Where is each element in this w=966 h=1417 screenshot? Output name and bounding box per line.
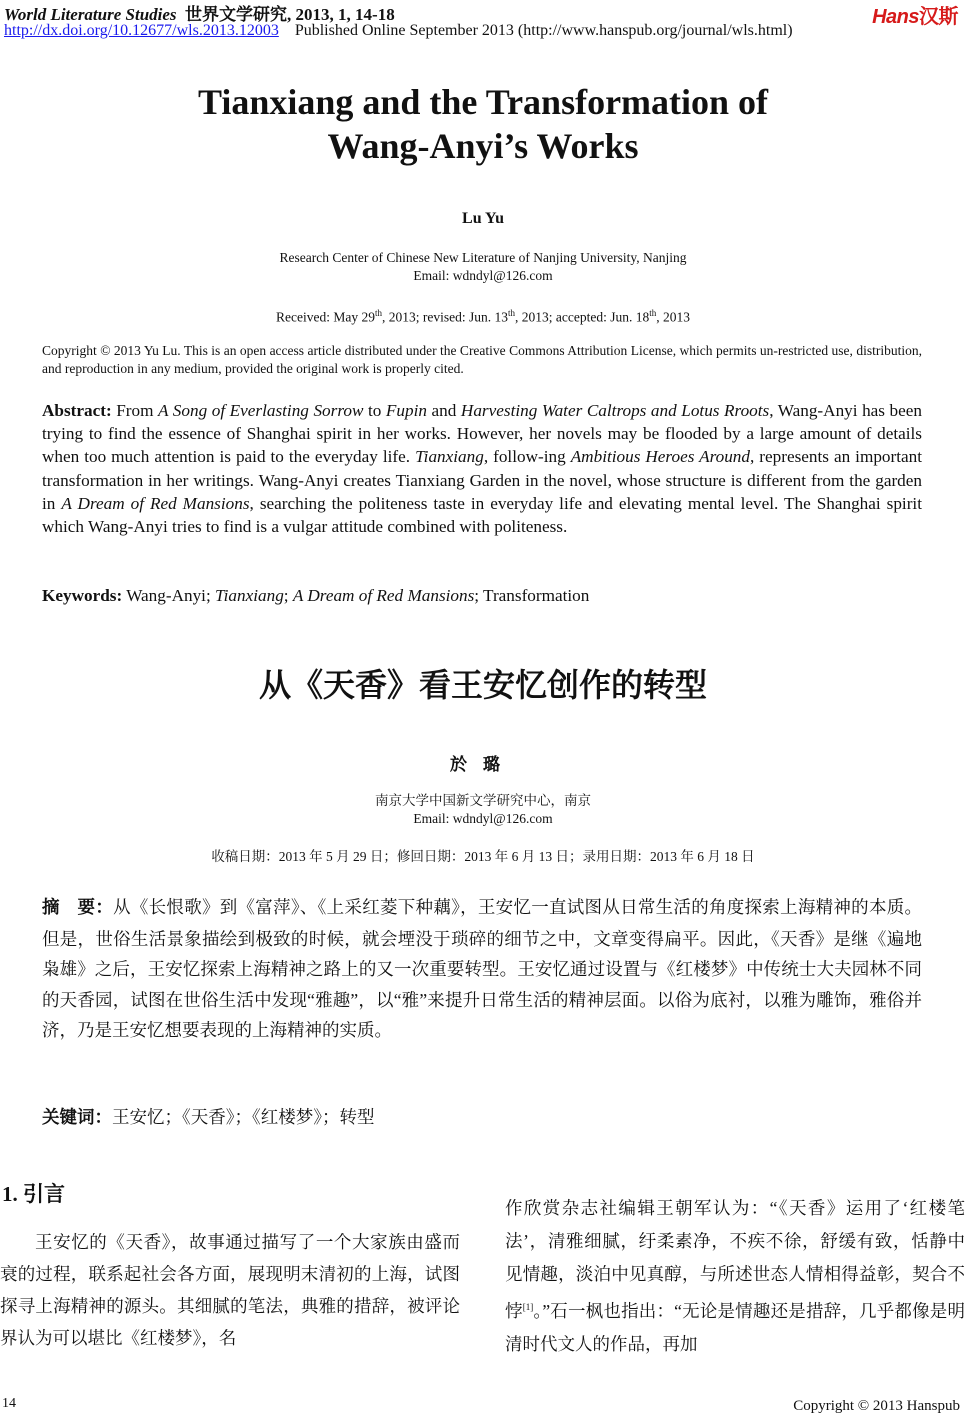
journal-issue: 世界文学研究, 2013, 1, 14-18 <box>185 5 395 24</box>
body-right-column <box>505 1192 965 1361</box>
abstract-cn <box>42 892 922 1046</box>
author-name: Lu Yu <box>462 210 504 227</box>
text-segment: Tianxiang <box>415 447 484 467</box>
text-segment: th <box>649 308 657 318</box>
journal-name: World Literature Studies <box>4 5 177 24</box>
footer-copyright: Copyright © 2013 Hanspub <box>793 1398 960 1414</box>
text-segment: th <box>374 308 382 318</box>
text-segment: 王安忆；《天香》；《红楼梦》；转型 <box>112 1107 375 1127</box>
chinese-author: 於璐 <box>450 755 516 774</box>
article-dates <box>0 304 966 327</box>
chinese-dates: 收稿日期：2013 年 5 月 29 日；修回日期：2013 年 6 月 13 日；录用日期：2013 年 6 月 18 日 <box>211 849 755 864</box>
text-segment: Wang-Anyi; <box>122 586 216 605</box>
abstract-cn-label: 摘 要： <box>42 898 114 918</box>
text-segment: 作欣赏杂志社编辑王朝军认为：“《天香》运用了‘红楼笔法’，清雅细腻，纡柔素净，不疾不徐，舒缓有致，恬静中见情趣，淡泊中见真醇，与所述世态人情相得益彰，契合不悖 <box>505 1198 965 1321</box>
text-segment: Harvesting Water Caltrops and Lotus Rroots <box>460 401 770 420</box>
text-segment: 南京大学中国新文学研究中心，南京 <box>375 793 591 808</box>
affiliation <box>0 249 966 285</box>
author-email: Email: wdndyl@126.com <box>413 268 553 283</box>
text-segment: , 2013 <box>656 309 690 325</box>
text-segment: , 2013; revised: Jun. 13 <box>382 309 508 325</box>
text-segment: Wang-Anyi’s Works <box>327 126 639 166</box>
text-segment: 。”石一枫也指出：“无论是情趣还是措辞，几乎都像是明清时代文人的作品，再加 <box>505 1300 965 1354</box>
text-segment: , follow-ing <box>483 447 571 467</box>
keywords-cn-label: 关键词： <box>42 1108 112 1128</box>
text-segment: and <box>426 401 461 420</box>
text-segment: Ambitious Heroes Around <box>570 447 750 467</box>
published-info: Published Online September 2013 (http://www.hanspub.org/journal/wls.html) <box>294 22 793 39</box>
text-segment: Hans <box>872 6 919 28</box>
text-segment: Research Center of Chinese New Literature of Nanjing University, Nanjing <box>279 250 687 265</box>
chinese-affiliation <box>0 792 966 828</box>
doi-link[interactable]: http://dx.doi.org/10.12677/wls.2013.12003 <box>4 22 279 39</box>
text-segment: ; Transformation <box>474 586 590 605</box>
copyright-notice: Copyright © 2013 Yu Lu. This is an open access article distributed under the Creative Commons Attribution License, which permits un-restricted use, distribution, and reproduction in any medium, provided the original work is properly cited. <box>42 343 922 376</box>
body-left-column: 王安忆的《天香》，故事通过描写了一个大家族由盛而衰的过程，联系起社会各方面，展现明末清初的上海，试图探寻上海精神的源头。其细腻的笔法，典雅的措辞，被评论界认为可以堪比《红楼梦》，名 <box>0 1232 460 1348</box>
text-segment: From <box>111 401 159 420</box>
citation-ref[interactable]: [1] <box>522 1302 534 1312</box>
keywords-label: Keywords: <box>42 586 123 605</box>
publication-line <box>4 22 793 40</box>
text-segment: A Dream of Red Mansions <box>61 493 250 513</box>
text-segment: Tianxiang and the Transformation of <box>197 82 769 122</box>
text-segment: , represents an important transformation in her writings. Wang-Anyi creates Tianxiang Garden in the novel, whose structure is different from the garden in <box>42 447 923 513</box>
paper-title <box>0 80 966 168</box>
text-segment: , Wang-Anyi has been trying to find the essence of Shanghai spirit in her works. However, her novels may be flooded by a large amount of details when too much attention is paid to the everyday life. <box>42 401 923 467</box>
section-heading: 1. 引言 <box>2 1182 65 1206</box>
text-segment: 汉斯 <box>919 6 958 28</box>
text-segment: ; <box>283 586 293 605</box>
chinese-email: Email: wdndyl@126.com <box>413 811 553 826</box>
keywords-en <box>42 586 589 606</box>
text-segment: Fupin <box>385 401 427 420</box>
chinese-title: 从《天香》看王安忆创作的转型 <box>258 666 707 704</box>
text-segment: , searching the politeness taste in everyday life and elevating mental level. The Shanghai spirit which Wang-Anyi tries to find is a vulgar attitude combined with politeness. <box>42 493 922 537</box>
keywords-cn <box>42 1104 375 1129</box>
text-segment: A Dream of Red Mansions <box>292 586 475 605</box>
hans-logo <box>872 0 958 29</box>
text-segment: 从《长恨歌》到《富萍》、《上采红菱下种藕》，王安忆一直试图从日常生活的角度探索上海精神的本质。但是，世俗生活景象描绘到极致的时候，就会堙没于琐碎的细节之中，文章变得扁平。因此，《天香》是继《遍地枭雄》之后，王安忆探索上海精神之路上的又一次重要转型。王安忆通过设置与《红楼梦》中传统士大夫园林不同的天香园，试图在世俗生活中发现“雅趣”，以“雅”来提升日常生活的精神层面。以俗为底衬，以雅为雕饰，雅俗并济，乃是王安忆想要表现的上海精神的实质。 <box>42 897 923 1040</box>
abstract-en <box>42 399 922 538</box>
text-segment: Received: May 29 <box>276 309 375 325</box>
abstract-label: Abstract: <box>42 401 112 420</box>
text-segment: to <box>363 401 386 420</box>
text-segment: th <box>508 308 516 318</box>
text-segment: A Song of Everlasting Sorrow <box>158 401 364 420</box>
text-segment: Tianxiang <box>215 586 284 605</box>
page-number: 14 <box>2 1396 16 1411</box>
text-segment: , 2013; accepted: Jun. 18 <box>515 309 650 325</box>
